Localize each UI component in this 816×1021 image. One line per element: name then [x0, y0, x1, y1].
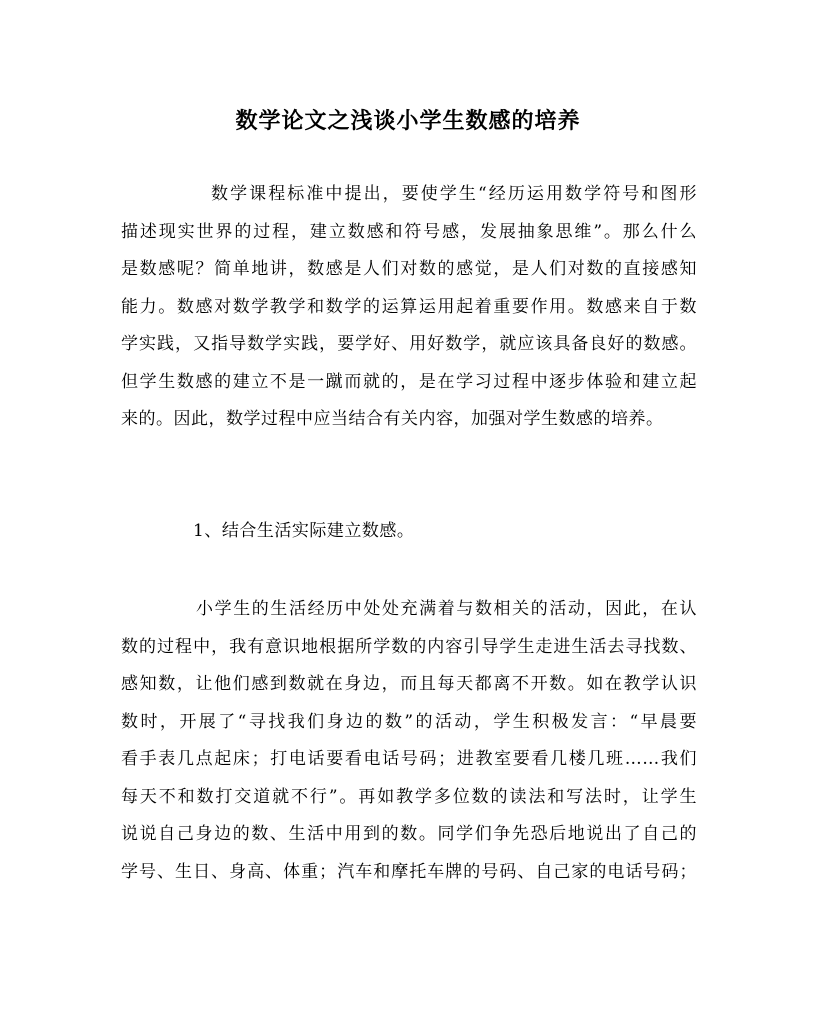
paragraph-line: 但学生数感的建立不是一蹴而就的，是在学习过程中逐步体验和建立起 — [121, 371, 697, 392]
paragraph-line: 小学生的生活经历中处处充满着与数相关的活动，因此，在认 — [196, 599, 697, 619]
paragraph-line: 学号、生日、身高、体重；汽车和摩托车牌的号码、自己家的电话号码； — [121, 861, 697, 882]
section-heading: 1、结合生活实际建立数感。 — [193, 521, 415, 541]
paragraph-line: 能力。数感对数学教学和数学的运算运用起着重要作用。数感来自于数 — [121, 296, 697, 317]
paragraph-line: 数学课程标准中提出，要使学生“经历运用数学符号和图形 — [211, 184, 697, 204]
paragraph-line: 数的过程中，我有意识地根据所学数的内容引导学生走进生活去寻找数、 — [121, 636, 697, 657]
paragraph-line: 学实践，又指导数学实践，要学好、用好数学，就应该具备良好的数感。 — [121, 334, 697, 354]
paragraph-line: 描述现实世界的过程，建立数感和符号感，发展抽象思维”。那么什么 — [121, 221, 697, 242]
paragraph-section1 — [121, 591, 697, 891]
document-title: 数学论文之浅谈小学生数感的培养 — [235, 108, 581, 134]
paragraph-line: 感知数，让他们感到数就在身边，而且每天都离不开数。如在教学认识 — [121, 674, 697, 694]
paragraph-line: 说说自己身边的数、生活中用到的数。同学们争先恐后地说出了自己的 — [121, 824, 697, 844]
paragraph-line: 数时，开展了“寻找我们身边的数”的活动，学生积极发言：“早晨要 — [121, 711, 697, 732]
paragraph-line: 每天不和数打交道就不行”。再如教学多位数的读法和写法时，让学生 — [121, 786, 697, 807]
paragraph-intro — [121, 176, 697, 439]
paragraph-line: 来的。因此，数学过程中应当结合有关内容，加强对学生数感的培养。 — [121, 409, 664, 429]
paragraph-line: 是数感呢？简单地讲，数感是人们对数的感觉，是人们对数的直接感知 — [121, 259, 697, 279]
paragraph-line: 看手表几点起床；打电话要看电话号码；进教室要看几楼几班……我们 — [121, 749, 697, 769]
